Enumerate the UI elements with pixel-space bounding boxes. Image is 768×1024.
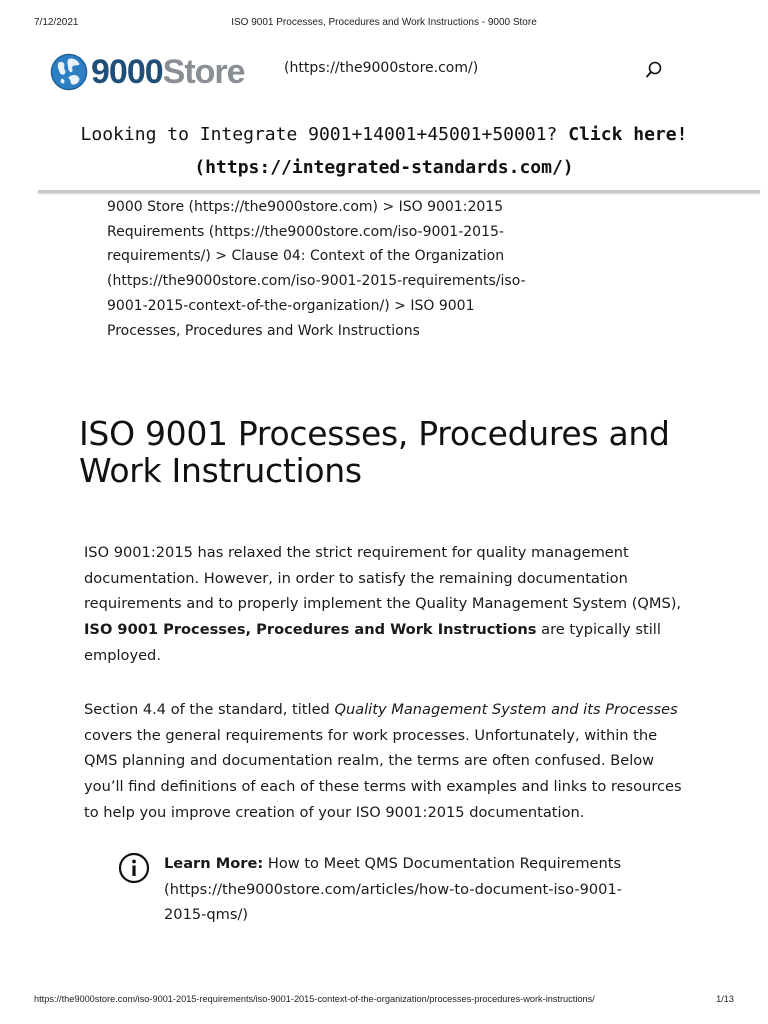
print-footer-url: https://the9000store.com/iso-9001-2015-requirements/iso-9001-2015-context-of-the-organization/processes-procedures-work-instructions/ [34, 994, 595, 1004]
page-number: 1/13 [716, 994, 734, 1004]
integration-promo-banner [0, 118, 768, 184]
promo-line-1 [0, 118, 768, 151]
globe-icon [50, 53, 88, 91]
site-logo[interactable] [50, 52, 245, 92]
learn-more-callout [118, 851, 658, 931]
section-italic-title: Quality Management System and its Processes [334, 701, 678, 718]
print-page-title: ISO 9001 Processes, Procedures and Work Instructions - 9000 Store [231, 17, 537, 28]
learn-more-link[interactable]: How to Meet QMS Documentation Requirements (https://the9000store.com/articles/how-to-document-iso-9001-2015-qms/) [164, 855, 623, 924]
print-footer [34, 994, 734, 1008]
site-url-link[interactable]: (https://the9000store.com/) [284, 60, 479, 76]
promo-click-here-link[interactable]: Click here! [568, 124, 688, 145]
logo-number: 9000 [91, 53, 163, 91]
promo-url-link[interactable]: (https://integrated-standards.com/) [194, 157, 574, 178]
print-date: 7/12/2021 [34, 17, 79, 28]
section-paragraph [84, 697, 684, 826]
site-header [0, 50, 768, 94]
section-text-end: covers the general requirements for work processes. Unfortunately, within the QMS planning and documentation realm, the terms are often confused. Below you’ll find definitions of each of these terms with examples and links to resources to help you improve creation of your ISO 9001:2015 documentation. [84, 726, 682, 821]
logo-word: Store [162, 53, 245, 91]
promo-text: Looking to Integrate 9001+14001+45001+50001? [80, 124, 558, 145]
search-icon[interactable] [644, 60, 664, 80]
print-header [34, 17, 734, 31]
intro-bold-phrase: ISO 9001 Processes, Procedures and Work Instructions [84, 621, 537, 639]
learn-more-label: Learn More: [164, 855, 264, 872]
intro-text-end: are typically still employed. [84, 621, 661, 664]
breadcrumb[interactable]: 9000 Store (https://the9000store.com) > ISO 9001:2015 Requirements (https://the9000store.com/iso-9001-2015-requirements/) > Clause 04: Context of the Organization (https://the9000store.com/iso-9001-2015-requirements/iso-9001-2015-context-of-the-organization/) > ISO 9001 Processes, Procedures and Work Instructions [107, 199, 526, 339]
logo-wordmark [91, 53, 245, 91]
learn-more-text [164, 851, 644, 928]
intro-paragraph [84, 540, 684, 669]
intro-text-start: ISO 9001:2015 has relaxed the strict requirement for quality management documentation. However, in order to satisfy the remaining documentation requirements and to properly implement the Quality Management System (QMS), [84, 544, 682, 613]
page-title: ISO 9001 Processes, Procedures and Work Instructions [79, 414, 670, 490]
header-divider [38, 190, 760, 193]
info-icon [118, 852, 150, 884]
section-text-start: Section 4.4 of the standard, titled [84, 701, 335, 718]
